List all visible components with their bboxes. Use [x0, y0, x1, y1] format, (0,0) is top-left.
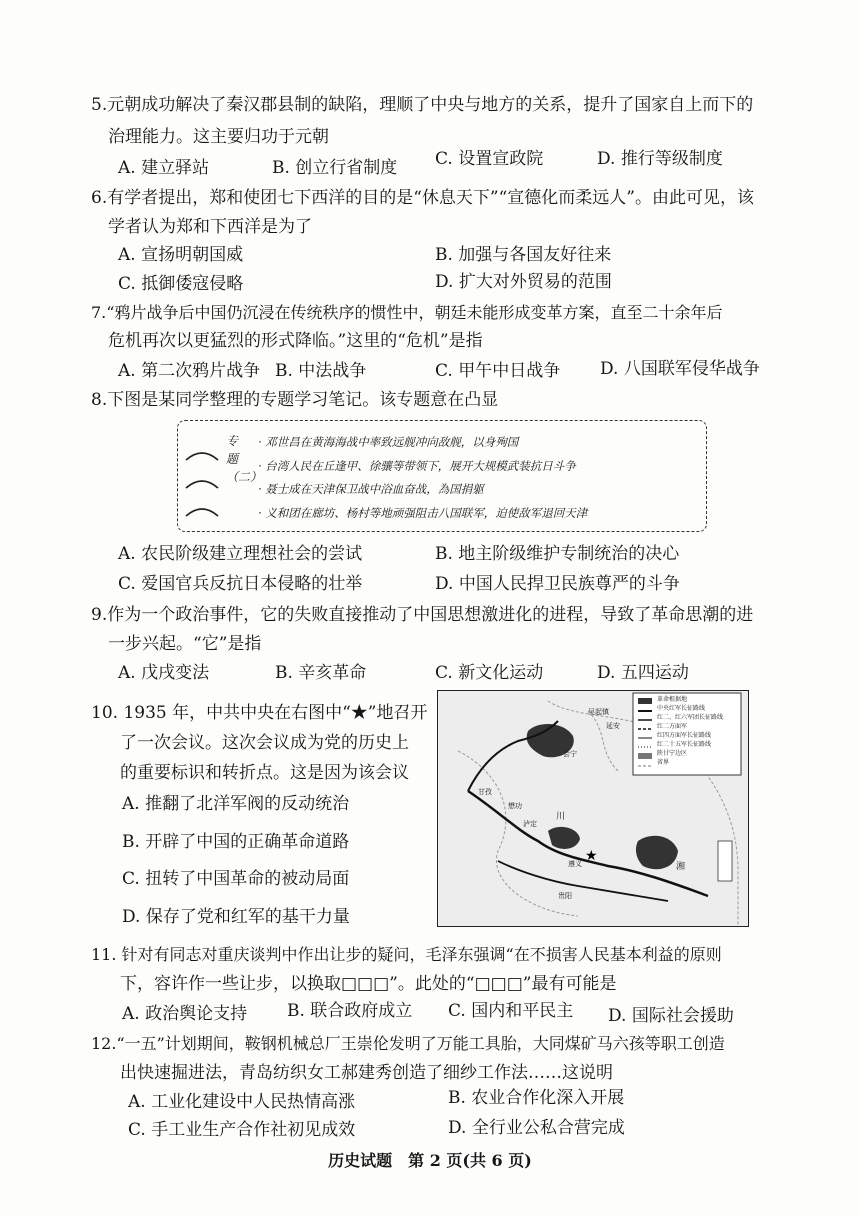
q10-stem-line3: 的重要标识和转折点。这是因为该会议 [120, 763, 409, 783]
legend-item-4: 红二方面军 [657, 723, 688, 730]
q12-option-b: B. 农业合作化深入开展 [448, 1088, 625, 1108]
q5-option-d: D. 推行等级制度 [597, 149, 723, 169]
q7-stem-line1: 7.“鸦片战争后中国仍沉浸在传统秩序的惯性中，朝廷未能形成变革方案，直至二十余年后 [91, 303, 723, 322]
q6-option-d: D. 扩大对外贸易的范围 [435, 272, 612, 292]
q8-option-c: C. 爱国官兵反抗日本侵略的壮举 [118, 574, 363, 594]
q11-stem-line1: 11. 针对有同志对重庆谈判中作出让步的疑问，毛泽东强调“在不损害人民基本利益的原则 [91, 945, 722, 964]
q10-stem-line1: 10. 1935 年，中共中央在右图中“★”地召开 [91, 703, 428, 723]
q5-option-c: C. 设置宣政院 [435, 149, 544, 169]
legend-item-7: 陕甘宁边区 [657, 750, 688, 757]
legend-item-5: 红四方面军长征路线 [657, 732, 712, 739]
note-title: 专题（二） [226, 434, 263, 484]
q6-option-a: A. 宣扬明朝国威 [118, 245, 244, 265]
q9-option-b: B. 辛亥革命 [275, 663, 367, 683]
star-icon: ★ [585, 848, 598, 864]
legend-item-1: 革命根据地 [657, 696, 688, 703]
map-label-zunyi: 遵义 [568, 860, 582, 868]
q5-stem-line1: 5.元朝成功解决了秦汉郡县制的缺陷，理顺了中央与地方的关系，提升了国家自上而下的 [91, 95, 754, 115]
note-line-4: · 义和团在廊坊、杨村等地顽强阻击八国联军，迫使敌军退回天津 [258, 506, 588, 520]
map-label-xiang: 湘 [676, 862, 686, 872]
q8-option-b: B. 地主阶级维护专制统治的决心 [435, 544, 680, 564]
q11-stem-line2: 下，容许作一些让步，以换取□□□”。此处的“□□□”最有可能是 [120, 974, 617, 994]
map-label-maogong: 懋功 [508, 802, 522, 810]
q12-option-d: D. 全行业公私合营完成 [448, 1118, 625, 1138]
q6-option-c: C. 抵御倭寇侵略 [118, 274, 244, 294]
q5-option-b: B. 创立行省制度 [272, 158, 398, 178]
q11-option-d: D. 国际社会援助 [608, 1006, 734, 1026]
map-label-ganzi: 甘孜 [478, 788, 492, 796]
q9-option-c: C. 新文化运动 [435, 663, 544, 683]
note-line-2: · 台湾人民在丘逢甲、徐骧等带领下，展开大规模武装抗日斗争 [258, 459, 576, 473]
map-label-guiyang: 贵阳 [558, 892, 572, 900]
q10-option-c: C. 扭转了中国革命的被动局面 [122, 869, 350, 889]
q12-stem-line2: 出快速掘进法，青岛纺织女工郝建秀创造了细纱工作法……这说明 [120, 1063, 613, 1083]
legend-item-3: 红二、红六军团长征路线 [657, 714, 724, 721]
q7-option-b: B. 中法战争 [275, 361, 367, 381]
q6-option-b: B. 加强与各国友好往来 [435, 245, 612, 265]
note-line-1: · 邓世昌在黄海海战中率致远舰冲向敌舰，以身殉国 [258, 435, 519, 449]
q8-stem: 8.下图是某同学整理的专题学习笔记。该专题意在凸显 [91, 390, 499, 410]
q12-option-a: A. 工业化建设中人民热情高涨 [128, 1092, 356, 1112]
map-label-wuqizhen: 吴起镇 [588, 708, 609, 716]
map-legend [657, 695, 723, 767]
q9-stem-line2: 一步兴起。“它”是指 [108, 634, 262, 654]
q7-option-a: A. 第二次鸦片战争 [118, 361, 261, 381]
map-label-huining: 会宁 [563, 750, 577, 758]
q7-stem-line2: 危机再次以更猛烈的形式降临。”这里的“危机”是指 [108, 331, 483, 351]
map-label-chuan: 川 [556, 812, 566, 822]
q6-stem-line1: 6.有学者提出，郑和使团七下西洋的目的是“休息天下”“宣德化而柔远人”。由此可见，该 [91, 188, 754, 208]
q6-stem-line2: 学者认为郑和下西洋是为了 [108, 217, 312, 237]
q9-option-a: A. 戊戌变法 [118, 663, 210, 683]
q8-option-d: D. 中国人民捍卫民族尊严的斗争 [435, 574, 680, 594]
q7-option-c: C. 甲午中日战争 [435, 361, 561, 381]
legend-item-8: 省界 [657, 759, 670, 766]
q8-option-a: A. 农民阶级建立理想社会的尝试 [118, 544, 363, 564]
q11-option-b: B. 联合政府成立 [287, 1001, 413, 1021]
map-label-luding: 泸定 [523, 820, 537, 828]
legend-item-6: 红二十五军长征路线 [657, 741, 712, 748]
q10-option-a: A. 推翻了北洋军阀的反动统治 [122, 794, 350, 814]
q5-stem-line2: 治理能力。这主要归功于元朝 [108, 127, 329, 147]
q10-stem-line2: 了一次会议。这次会议成为党的历史上 [120, 733, 409, 753]
q11-option-c: C. 国内和平民主 [448, 1001, 574, 1021]
note-line-3: · 聂士成在天津保卫战中浴血奋战，為国捐躯 [258, 482, 484, 496]
legend-item-2: 中央红军长征路线 [657, 705, 706, 712]
note-decoration-icon [182, 430, 222, 525]
q9-option-d: D. 五四运动 [597, 663, 689, 683]
q10-option-d: D. 保存了党和红军的基干力量 [122, 907, 350, 927]
map-label-yanan: 延安 [606, 722, 620, 730]
page-footer: 历史试题 第 2 页(共 6 页) [328, 1151, 532, 1170]
q10-option-b: B. 开辟了中国的正确革命道路 [122, 832, 350, 852]
q9-stem-line1: 9.作为一个政治事件，它的失败直接推动了中国思想激进化的进程，导致了革命思潮的进 [91, 605, 754, 625]
q5-option-a: A. 建立驿站 [118, 158, 210, 178]
q12-option-c: C. 手工业生产合作社初见成效 [128, 1120, 356, 1140]
q12-stem-line1: 12.“一五”计划期间，鞍钢机械总厂王崇伦发明了万能工具胎，大同煤矿马六孩等职工创造 [91, 1034, 725, 1053]
q11-option-a: A. 政治舆论支持 [122, 1004, 248, 1024]
long-march-map [437, 690, 749, 927]
q7-option-d: D. 八国联军侵华战争 [600, 359, 760, 379]
